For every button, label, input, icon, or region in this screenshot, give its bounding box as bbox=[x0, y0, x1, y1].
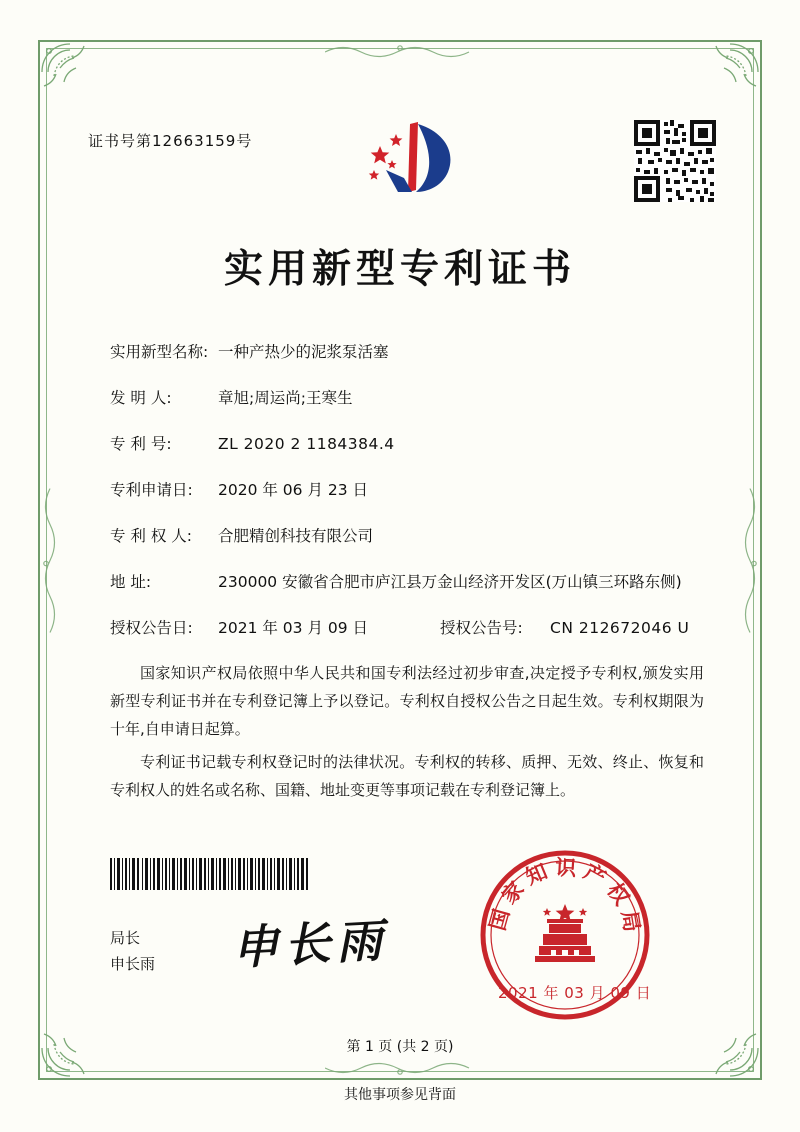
qr-code-icon bbox=[634, 120, 716, 202]
field-label: 专 利 权 人: bbox=[110, 527, 193, 546]
fields-block bbox=[110, 340, 704, 662]
footer-note: 其他事项参见背面 bbox=[344, 1087, 456, 1103]
director-name-label: 申长雨 bbox=[110, 955, 156, 974]
field-row-name bbox=[110, 340, 704, 364]
field-row-application-date bbox=[110, 478, 704, 502]
field-value: CN 212672046 U bbox=[550, 619, 690, 638]
signature-labels bbox=[110, 925, 155, 978]
field-value: 章旭;周运尚;王寒生 bbox=[218, 389, 353, 408]
certificate-number: 证书号第12663159号 bbox=[88, 132, 253, 150]
barcode bbox=[110, 858, 310, 890]
handwritten-signature: 申长雨 bbox=[230, 912, 390, 976]
seal-date: 2021 年 03 月 09 日 bbox=[498, 984, 652, 1002]
corner-ornament-icon bbox=[40, 42, 102, 104]
field-value: 2020 年 06 月 23 日 bbox=[218, 481, 369, 500]
page-title: 实用新型专利证书 bbox=[223, 247, 576, 292]
grant-date-group bbox=[110, 616, 440, 640]
field-row-inventor bbox=[110, 386, 704, 410]
edge-ornament-icon bbox=[325, 1055, 475, 1076]
field-label: 专 利 号: bbox=[110, 435, 172, 454]
field-label: 专利申请日: bbox=[110, 481, 193, 500]
field-value: 2021 年 03 月 09 日 bbox=[218, 619, 369, 638]
field-row-grant bbox=[110, 616, 704, 640]
field-label: 授权公告号: bbox=[440, 619, 523, 638]
field-label: 地 址: bbox=[110, 573, 152, 592]
legal-paragraph-2: 专利证书记载专利权登记时的法律状况。专利权的转移、质押、无效、终止、恢复和专利权人的姓名或名称、国籍、地址变更等事项记载在专利登记簿上。 bbox=[110, 753, 704, 799]
field-label: 授权公告日: bbox=[110, 619, 193, 638]
field-value: 230000 安徽省合肥市庐江县万金山经济开发区(万山镇三环路东侧) bbox=[218, 573, 682, 592]
page-number: 第 1 页 (共 2 页) bbox=[346, 1039, 454, 1055]
field-value: 一种产热少的泥浆泵活塞 bbox=[218, 343, 389, 361]
director-title-label: 局长 bbox=[110, 929, 141, 947]
edge-ornament-icon bbox=[742, 489, 758, 644]
edge-ornament-icon bbox=[42, 489, 58, 644]
field-row-address bbox=[110, 570, 704, 594]
field-row-patentee bbox=[110, 524, 704, 548]
corner-ornament-icon bbox=[698, 42, 760, 104]
field-label: 实用新型名称: bbox=[110, 343, 209, 361]
grant-number-group bbox=[440, 616, 704, 640]
field-value: 合肥精创科技有限公司 bbox=[218, 527, 374, 546]
cnipa-logo-icon bbox=[352, 118, 462, 218]
field-label: 发 明 人: bbox=[110, 389, 172, 408]
svg-text:国家知识产权局: 国家知识产权局 bbox=[485, 855, 646, 940]
edge-ornament-icon bbox=[325, 44, 475, 65]
legal-paragraph-1: 国家知识产权局依照中华人民共和国专利法经过初步审查,决定授予专利权,颁发实用新型专利证书并在专利登记簿上予以登记。专利权自授权公告之日起生效。专利权期限为十年,自申请日起算。 bbox=[110, 664, 704, 738]
field-value: ZL 2020 2 1184384.4 bbox=[218, 435, 395, 454]
field-row-patent-number bbox=[110, 432, 704, 456]
legal-text-block bbox=[110, 660, 704, 811]
